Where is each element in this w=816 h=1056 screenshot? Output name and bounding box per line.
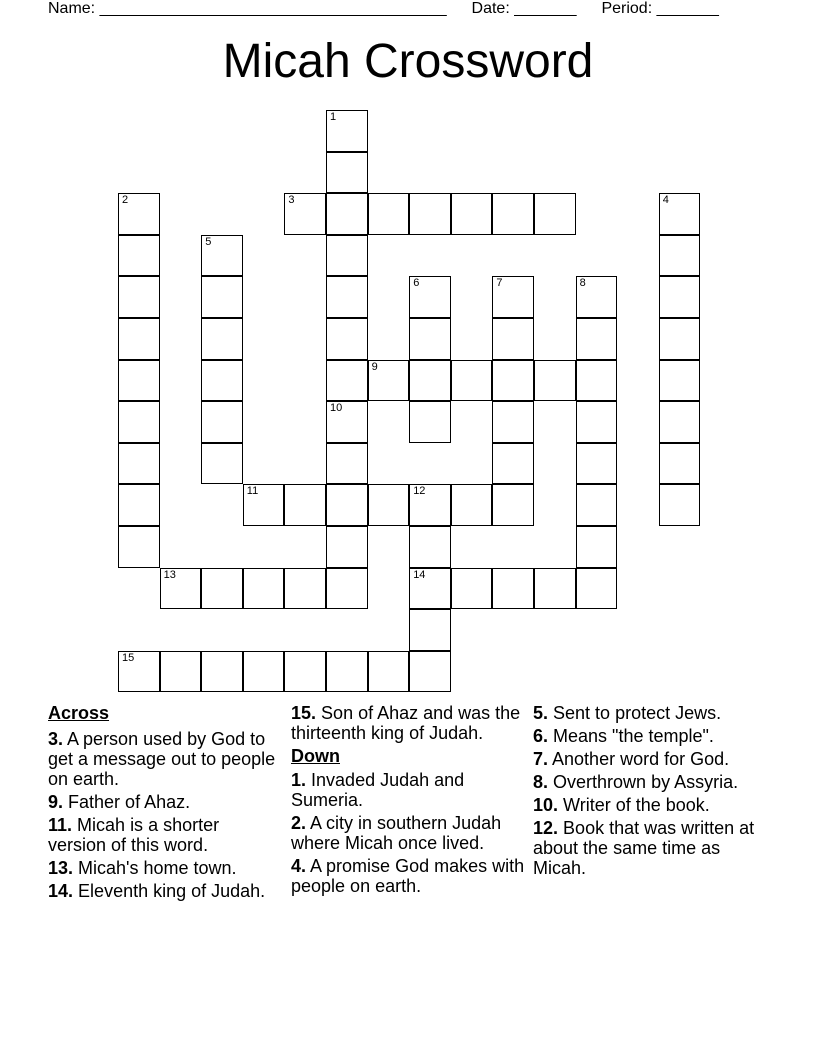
grid-cell[interactable] (659, 318, 701, 360)
clue-item-text: A city in southern Judah where Micah once lived. (291, 813, 502, 853)
clue-number: 6 (413, 277, 420, 290)
clue-item (533, 703, 773, 723)
grid-cell[interactable] (409, 193, 451, 235)
grid-cell[interactable] (243, 568, 285, 610)
grid-cell[interactable] (451, 193, 493, 235)
clue-item-number: 8. (533, 772, 549, 792)
grid-cell[interactable] (659, 193, 701, 235)
grid-cell[interactable] (243, 651, 285, 693)
grid-cell[interactable] (326, 360, 368, 402)
grid-cell[interactable] (118, 401, 160, 443)
grid-cell[interactable] (284, 651, 326, 693)
grid-cell[interactable] (659, 360, 701, 402)
clue-number: 3 (288, 194, 295, 207)
grid-cell[interactable] (409, 568, 451, 610)
clue-number: 8 (579, 277, 586, 290)
clue-number: 5 (205, 235, 212, 248)
grid-cell[interactable] (576, 484, 618, 526)
grid-cell[interactable] (118, 235, 160, 277)
grid-cell[interactable] (118, 484, 160, 526)
clue-item (291, 703, 525, 743)
clue-item-number: 10. (533, 795, 559, 815)
grid-cell[interactable] (492, 484, 534, 526)
grid-cell[interactable] (409, 526, 451, 568)
grid-cell[interactable] (492, 401, 534, 443)
grid-cell[interactable] (326, 526, 368, 568)
grid-cell[interactable] (118, 318, 160, 360)
clue-item-number: 5. (533, 703, 549, 723)
clue-item-text: Invaded Judah and Sumeria. (291, 770, 465, 810)
grid-cell[interactable] (284, 193, 326, 235)
grid-cell[interactable] (576, 568, 618, 610)
clue-item-text: Eleventh king of Judah. (78, 881, 266, 901)
date-blank[interactable]: _______ (514, 0, 577, 17)
grid-cell[interactable] (409, 651, 451, 693)
grid-cell[interactable] (326, 568, 368, 610)
clue-number: 13 (163, 568, 176, 581)
grid-cell[interactable] (409, 318, 451, 360)
clue-number: 12 (413, 485, 426, 498)
clue-item-number: 4. (291, 856, 307, 876)
grid-cell[interactable] (492, 276, 534, 318)
clue-item-number: 12. (533, 818, 559, 838)
clue-item-text: Micah is a shorter version of this word. (48, 815, 220, 855)
grid-cell[interactable] (118, 443, 160, 485)
clue-number: 9 (371, 360, 378, 373)
clue-column-3 (533, 703, 773, 881)
clue-item (533, 795, 773, 815)
grid-cell[interactable] (534, 568, 576, 610)
clue-item-number: 14. (48, 881, 74, 901)
period-blank[interactable]: _______ (656, 0, 719, 17)
clue-item-number: 2. (291, 813, 307, 833)
grid-cell[interactable] (201, 235, 243, 277)
grid-cell[interactable] (492, 318, 534, 360)
clue-number: 4 (662, 194, 669, 207)
clue-number: 7 (496, 277, 503, 290)
grid-cell[interactable] (659, 235, 701, 277)
grid-cell[interactable] (576, 318, 618, 360)
grid-cell[interactable] (284, 568, 326, 610)
clue-column-1 (48, 703, 280, 904)
clue-number: 1 (330, 111, 337, 123)
clue-item-number: 6. (533, 726, 549, 746)
clue-item-text: Overthrown by Assyria. (553, 772, 739, 792)
clue-item (48, 815, 280, 855)
date-label: Date: (471, 0, 510, 17)
clue-item (533, 726, 773, 746)
clue-item-number: 9. (48, 792, 64, 812)
grid-cell[interactable] (368, 360, 410, 402)
name-label: Name: (48, 0, 96, 17)
grid-cell[interactable] (284, 484, 326, 526)
name-blank[interactable]: _______________________________________ (99, 0, 447, 17)
grid-cell[interactable] (326, 193, 368, 235)
grid-cell[interactable] (451, 484, 493, 526)
grid-cell[interactable] (326, 443, 368, 485)
clue-column-2 (291, 703, 525, 899)
grid-cell[interactable] (409, 609, 451, 651)
clue-item-text: Another word for God. (552, 749, 730, 769)
clue-item (291, 770, 525, 810)
grid-cell[interactable] (118, 360, 160, 402)
grid-cell[interactable] (326, 651, 368, 693)
grid-cell[interactable] (201, 318, 243, 360)
grid-cell[interactable] (409, 401, 451, 443)
grid-cell[interactable] (118, 526, 160, 568)
clue-number: 10 (330, 402, 343, 415)
clue-item (48, 792, 280, 812)
grid-cell[interactable] (576, 401, 618, 443)
grid-cell[interactable] (368, 651, 410, 693)
grid-cell[interactable] (243, 484, 285, 526)
clue-item (533, 749, 773, 769)
clue-item (533, 818, 773, 878)
grid-cell[interactable] (451, 360, 493, 402)
clue-item-text: A promise God makes with people on earth. (291, 856, 525, 896)
clue-item-number: 1. (291, 770, 307, 790)
grid-cell[interactable] (492, 568, 534, 610)
grid-cell[interactable] (326, 401, 368, 443)
grid-cell[interactable] (659, 276, 701, 318)
clue-item (48, 881, 280, 901)
clue-number: 14 (413, 568, 426, 581)
grid-cell[interactable] (451, 568, 493, 610)
grid-cell[interactable] (534, 193, 576, 235)
grid-cell[interactable] (576, 360, 618, 402)
grid-cell[interactable] (201, 276, 243, 318)
grid-cell[interactable] (326, 484, 368, 526)
clue-item-text: Writer of the book. (563, 795, 710, 815)
grid-cell[interactable] (160, 568, 202, 610)
clue-item-text: Means "the temple". (553, 726, 714, 746)
grid-cell[interactable] (576, 443, 618, 485)
grid-cell[interactable] (326, 235, 368, 277)
clue-item-text: Sent to protect Jews. (553, 703, 722, 723)
grid-cell[interactable] (409, 360, 451, 402)
clue-item-text: Micah's home town. (78, 858, 237, 878)
grid-cell[interactable] (201, 443, 243, 485)
grid-cell[interactable] (118, 193, 160, 235)
grid-cell[interactable] (326, 318, 368, 360)
grid-cell[interactable] (659, 484, 701, 526)
clue-number: 15 (122, 651, 135, 664)
grid-cell[interactable] (492, 193, 534, 235)
grid-cell[interactable] (160, 651, 202, 693)
clue-item-text: Book that was written at about the same time as Micah. (533, 818, 755, 878)
grid-cell[interactable] (368, 193, 410, 235)
grid-cell[interactable] (492, 360, 534, 402)
clue-item-text: Father of Ahaz. (68, 792, 191, 812)
grid-cell[interactable] (118, 276, 160, 318)
clue-item (48, 858, 280, 878)
clue-item-number: 13. (48, 858, 74, 878)
clue-item-text: A person used by God to get a message out to people on earth. (48, 729, 276, 789)
clue-item-number: 15. (291, 703, 317, 723)
grid-cell[interactable] (326, 276, 368, 318)
period-label: Period: (601, 0, 653, 17)
grid-cell[interactable] (409, 276, 451, 318)
grid-cell[interactable] (326, 152, 368, 194)
clue-item (533, 772, 773, 792)
grid-cell[interactable] (326, 110, 368, 152)
grid-cell[interactable] (118, 651, 160, 693)
grid-cell[interactable] (659, 401, 701, 443)
grid-cell[interactable] (659, 443, 701, 485)
clue-item-number: 11. (48, 815, 73, 835)
grid-cell[interactable] (409, 484, 451, 526)
clue-item-text: Son of Ahaz and was the thirteenth king of Judah. (291, 703, 521, 743)
grid-cell[interactable] (201, 360, 243, 402)
clue-item (48, 729, 280, 789)
across-heading: Across (48, 703, 110, 723)
grid-cell[interactable] (492, 443, 534, 485)
grid-cell[interactable] (534, 360, 576, 402)
grid-cell[interactable] (576, 526, 618, 568)
down-heading: Down (291, 746, 340, 766)
clue-number: 2 (122, 194, 129, 207)
grid-cell[interactable] (201, 568, 243, 610)
grid-cell[interactable] (201, 651, 243, 693)
grid-cell[interactable] (576, 276, 618, 318)
page-title: Micah Crossword (222, 35, 594, 88)
grid-cell[interactable] (368, 484, 410, 526)
clue-item-number: 7. (533, 749, 549, 769)
clue-item (291, 813, 525, 853)
clue-item (291, 856, 525, 896)
clue-item-number: 3. (48, 729, 64, 749)
clue-number: 11 (246, 485, 259, 498)
grid-cell[interactable] (201, 401, 243, 443)
